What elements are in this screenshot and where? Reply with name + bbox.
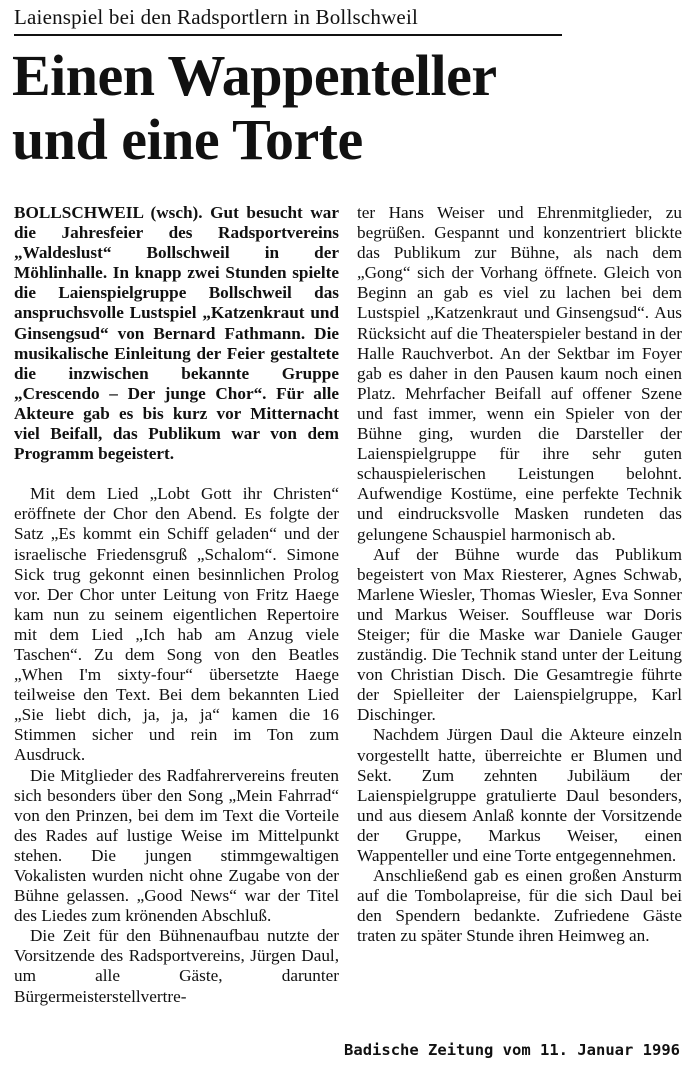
- body-paragraph: ter Hans Weiser und Ehrenmitglieder, zu begrüßen. Gespannt und konzentriert blickte das Publikum zur Bühne, als nach dem „Gong“ sich der Vorhang öffnete. Gleich von Beginn an gab es viel zu lachen bei dem Lustspiel „Katzenkraut und Ginsengsud“. Aus Rücksicht auf die Theaterspieler bestand in der Halle Rauchverbot. An der Sektbar im Foyer gab es daher in den Pausen kaum noch einen Platz. Mehrfacher Beifall auf offener Szene und fast immer, wenn ein Spieler von der Bühne ging, wurden die Darsteller der Laienspielgruppe für ihre sehr guten schauspielerischen Leistungen belohnt. Aufwendige Kostüme, eine perfekte Technik und eindrucksvolle Masken rundeten das gelungene Schauspiel harmonisch ab.: [357, 203, 682, 544]
- headline-line-1: Einen Wappenteller: [12, 43, 497, 108]
- body-paragraph: Auf der Bühne wurde das Publikum begeistert von Max Riesterer, Agnes Schwab, Marlene Wiesler, Thomas Wiesler, Eva Sonner und Markus Weiser. Souffleuse war Doris Steiger; für die Maske war Daniele Gauger zuständig. Die Technik stand unter der Leitung von Christian Disch. Die Gesamtregie führte der Spielleiter der Laienspielgruppe, Karl Dischinger.: [357, 544, 682, 725]
- article-headline: [12, 44, 682, 172]
- headline-line-2: und eine Torte: [12, 107, 363, 172]
- body-paragraph: Mit dem Lied „Lobt Gott ihr Christen“ eröffnete der Chor den Abend. Es folgte der Satz „Es kommt ein Schiff geladen“ und der israelische Friedensgruß „Schalom“. Simone Sick trug gekonnt einen besinnlichen Prolog vor. Der Chor unter Leitung von Fritz Haege kam nun zu seinem eigentlichen Repertoire mit dem Lied „Ich hab am Anzug viele Taschen“. Zu dem Song von den Beatles „When I'm sixty-four“ übersetzte Haege teilweise den Text. Bei dem bekannten Lied „Sie liebt dich, ja, ja, ja“ kamen die 16 Stimmen sicher und rein im Ton zum Ausdruck.: [14, 484, 339, 765]
- article-column-left: [14, 203, 339, 1007]
- source-credit: Badische Zeitung vom 11. Januar 1996: [344, 1041, 680, 1059]
- paragraph-gap: [14, 464, 339, 484]
- body-paragraph: Die Zeit für den Bühnenaufbau nutzte der Vorsitzende des Radsportvereins, Jürgen Daul, um alle Gäste, darunter Bürgermeisterstellvertre-: [14, 926, 339, 1006]
- article-lead: BOLLSCHWEIL (wsch). Gut besucht war die Jahresfeier des Radsportvereins „Waldeslust“ Bollschweil in der Möhlinhalle. In knapp zwei Stunden spielte die Laienspielgruppe Bollschweil das anspruchsvolle Lustspiel „Katzenkraut und Ginsengsud“ von Bernard Fathmann. Die musikalische Einleitung der Feier gestaltete die inzwischen bekannte Gruppe „Crescendo – Der junge Chor“. Für alle Akteure gab es bis kurz vor Mitternacht viel Beifall, das Publikum war von dem Programm begeistert.: [14, 203, 339, 464]
- kicker-underline: [14, 34, 562, 36]
- article-column-right: [357, 203, 682, 946]
- body-paragraph: Nachdem Jürgen Daul die Akteure einzeln vorgestellt hatte, überreichte er Blumen und Sekt. Zum zehnten Jubiläum der Laienspielgruppe gratulierte Daul besonders, und aus diesem Anlaß konnte der Vorsitzende der Gruppe, Markus Weiser, einen Wappenteller und eine Torte entgegennehmen.: [357, 725, 682, 865]
- article-kicker: Laienspiel bei den Radsportlern in Bollschweil: [14, 5, 419, 29]
- body-paragraph: Die Mitglieder des Radfahrervereins freuten sich besonders über den Song „Mein Fahrrad“ von den Prinzen, bei dem im Text die Vorteile des Rades auf lustige Weise im Mittelpunkt stehen. Die jungen stimmgewaltigen Vokalisten wurden nicht ohne Zugabe von der Bühne gelassen. „Good News“ war der Titel des Liedes zum krönenden Abschluß.: [14, 765, 339, 926]
- body-paragraph: Anschließend gab es einen großen Ansturm auf die Tombolapreise, für die sich Daul bei den Spendern bedankte. Zufriedene Gäste traten zu später Stunde ihren Heimweg an.: [357, 866, 682, 946]
